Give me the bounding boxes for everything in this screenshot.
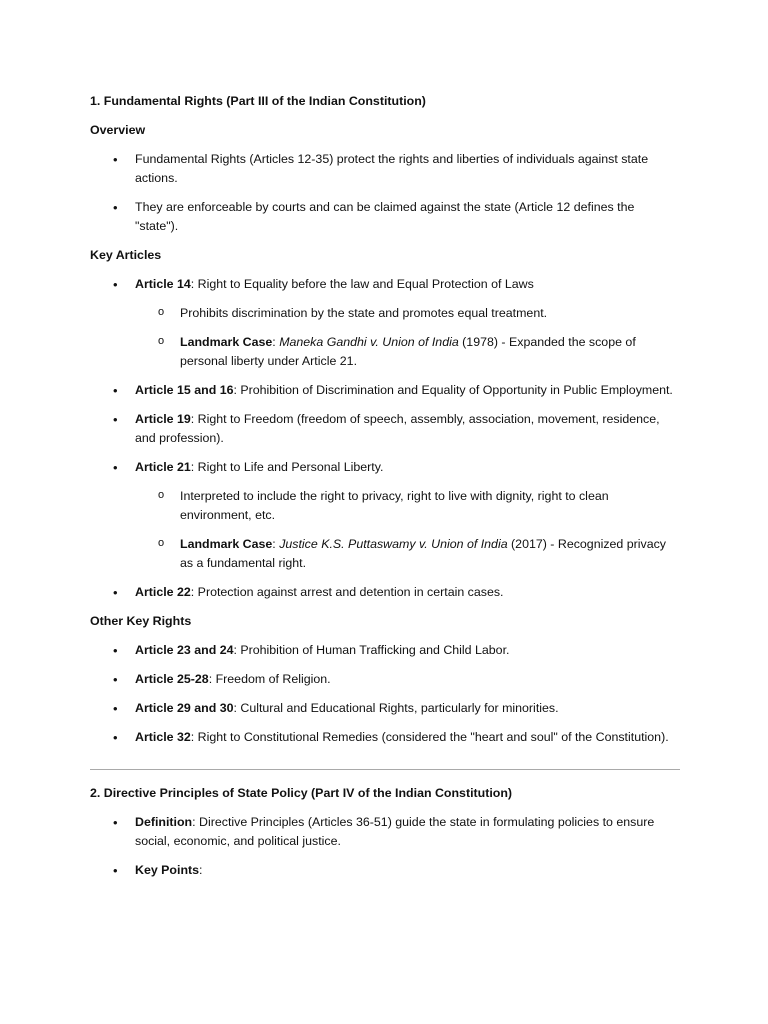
list-item-definition — [90, 813, 680, 851]
list-item-key-points — [90, 861, 680, 880]
document-page — [90, 92, 680, 890]
directive-principles-list — [90, 813, 680, 880]
article-text: : Right to Equality before the law and Equal Protection of Laws — [190, 277, 534, 291]
case-name: Maneka Gandhi v. Union of India — [279, 335, 459, 349]
list-item-article-32 — [90, 728, 680, 747]
item-label: Key Points — [135, 863, 200, 877]
list-item-article-22 — [90, 583, 680, 602]
case-description: (1978) - Expanded the scope of personal liberty under Article 21. — [180, 335, 636, 368]
article-text: : Protection against arrest and detention in certain cases. — [190, 585, 504, 599]
list-item-article-19 — [90, 410, 680, 448]
separator: : — [272, 537, 280, 551]
sub-list-item-landmark-case — [135, 535, 680, 573]
sub-list-item: o Interpreted to include the right to privacy, right to live with dignity, right to clean environment, etc. — [135, 487, 680, 525]
item-text: : Directive Principles (Articles 36-51) guide the state in formulating policies to ensure social, economic, and political justice. — [135, 815, 655, 848]
overview-list — [90, 150, 680, 236]
article-label: Article 29 and 30 — [135, 701, 234, 715]
list-item: • Fundamental Rights (Articles 12-35) protect the rights and liberties of individuals against state actions. — [90, 150, 680, 188]
list-item-article-29-30 — [90, 699, 680, 718]
article-label: Article 22 — [135, 585, 191, 599]
article-text: : Right to Constitutional Remedies (considered the "heart and soul" of the Constitution). — [190, 730, 669, 744]
article-label: Article 32 — [135, 730, 191, 744]
case-description: (2017) - Recognized privacy as a fundamental right. — [180, 537, 667, 570]
list-item-article-15-16 — [90, 381, 680, 400]
article-label: Article 25-28 — [135, 672, 209, 686]
list-item-article-23-24 — [90, 641, 680, 660]
article-label: Article 15 and 16 — [135, 383, 234, 397]
key-articles-list — [90, 275, 680, 602]
article-label: Article 14 — [135, 277, 191, 291]
landmark-label: Landmark Case — [180, 335, 273, 349]
article-text: : Cultural and Educational Rights, particularly for minorities. — [233, 701, 559, 715]
key-articles-heading: Key Articles — [90, 248, 162, 262]
article-label: Article 21 — [135, 460, 191, 474]
list-item-article-25-28 — [90, 670, 680, 689]
other-rights-heading: Other Key Rights — [90, 614, 192, 628]
sub-list — [135, 304, 680, 371]
section-divider — [90, 769, 680, 770]
sub-list-item: o Prohibits discrimination by the state and promotes equal treatment. — [135, 304, 680, 323]
overview-heading: Overview — [90, 123, 146, 137]
list-item-article-14 — [90, 275, 680, 371]
sub-list-item-landmark-case — [135, 333, 680, 371]
case-name: Justice K.S. Puttaswamy v. Union of India — [279, 537, 508, 551]
list-item-article-21 — [90, 458, 680, 573]
article-label: Article 23 and 24 — [135, 643, 234, 657]
list-item: • They are enforceable by courts and can be claimed against the state (Article 12 defines the "state"). — [90, 198, 680, 236]
article-text: : Prohibition of Human Trafficking and Child Labor. — [233, 643, 510, 657]
other-rights-list — [90, 641, 680, 747]
article-text: : Freedom of Religion. — [208, 672, 331, 686]
article-text: : Prohibition of Discrimination and Equality of Opportunity in Public Employment. — [233, 383, 673, 397]
article-label: Article 19 — [135, 412, 191, 426]
section-2-title: 2. Directive Principles of State Policy (Part IV of the Indian Constitution) — [90, 786, 513, 800]
sub-list — [135, 487, 680, 573]
item-label: Definition — [135, 815, 193, 829]
article-text: : Right to Life and Personal Liberty. — [190, 460, 384, 474]
section-1-title: 1. Fundamental Rights (Part III of the Indian Constitution) — [90, 94, 426, 108]
landmark-label: Landmark Case — [180, 537, 273, 551]
article-text: : Right to Freedom (freedom of speech, assembly, association, movement, residence, and profession). — [135, 412, 660, 445]
item-text: : — [199, 863, 203, 877]
separator: : — [272, 335, 280, 349]
